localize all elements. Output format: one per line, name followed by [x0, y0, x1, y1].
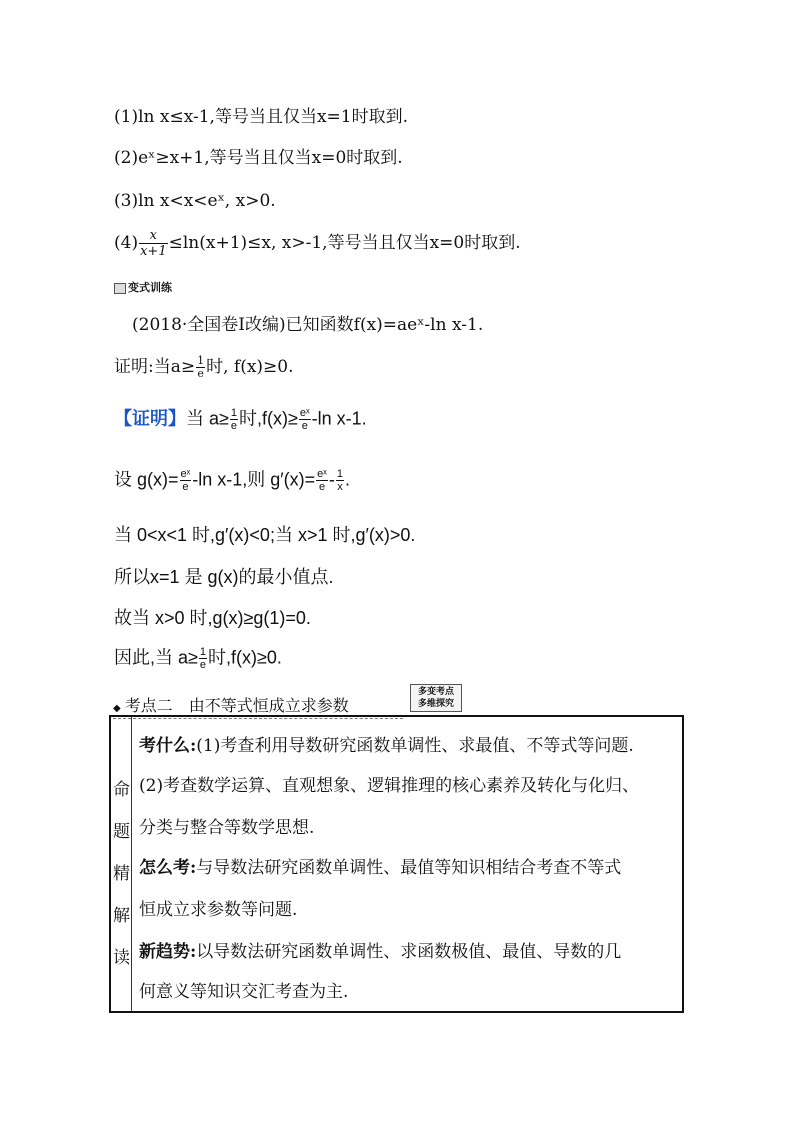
- training-tag: 变式训练: [114, 279, 172, 295]
- problem-statement: (2018·全国卷Ⅰ改编)已知函数f(x)=aeˣ-ln x-1.: [132, 315, 484, 335]
- proof-line-5: 故当 x>0 时,g(x)≥g(1)=0.: [114, 608, 311, 628]
- proof-line-6: 因此,当 a≥ $\frac{1}{e}$ 时,f(x)≥0.: [114, 646, 282, 671]
- panel-side-label: 命 题 精 解 读: [111, 717, 132, 1011]
- property-3: (3)ln x<x<eˣ, x>0.: [114, 191, 276, 211]
- proof-line-3: 当 0<x<1 时,g′(x)<0;当 x>1 时,g′(x)>0.: [114, 525, 416, 545]
- panel-what-line-1: 考什么:(1)考查利用导数研究函数单调性、求最值、不等式等问题.: [139, 736, 634, 756]
- panel-how-line-2: 恒成立求参数等问题.: [139, 900, 298, 920]
- panel-what-line-2: (2)考查数学运算、直观想象、逻辑推理的核心素养及转化与化归、: [139, 776, 640, 796]
- proof-line-2: 设 g(x)= $\frac{\text{eˣ}}{e}$ -ln x-1,则 g′(x)= $\frac{\text{eˣ}}{e}$ - $\frac{1}{x}$ .: [114, 468, 351, 493]
- property-4: (4) $\frac{x}{x+1}$ ≤ln(x+1)≤x, x>-1,等号当且仅当x=0时取到.: [114, 228, 521, 259]
- property-1: (1)ln x≤x-1,等号当且仅当x=1时取到.: [114, 107, 409, 127]
- panel-trend-line-1: 新趋势:以导数法研究函数单调性、求函数极值、最值、导数的几: [139, 942, 622, 962]
- panel-how-line-1: 怎么考:与导数法研究函数单调性、最值等知识相结合考查不等式: [139, 858, 622, 878]
- analysis-panel: [109, 715, 684, 1013]
- proof-line-4: 所以x=1 是 g(x)的最小值点.: [114, 567, 334, 587]
- problem-claim: 证明:当a≥ $\frac{1}{e}$ 时, f(x)≥0.: [114, 354, 294, 380]
- panel-what-line-3: 分类与整合等数学思想.: [139, 818, 315, 838]
- proof-line-1: 【证明】当 a≥ $\frac{1}{e}$ 时,f(x)≥ $\frac{\text{eˣ}}{e}$ -ln x-1.: [114, 407, 367, 432]
- section-stamp: 多变考点 多维探究: [410, 684, 462, 712]
- fraction-x-over-x-plus-1: $\frac{x}{x+1}$: [140, 228, 167, 259]
- panel-trend-line-2: 何意义等知识交汇考查为主.: [139, 982, 349, 1002]
- tag-icon: [114, 283, 126, 294]
- diamond-icon: ◆: [113, 703, 121, 714]
- property-2: (2)eˣ≥x+1,等号当且仅当x=0时取到.: [114, 148, 403, 168]
- proof-label: 【证明】: [114, 408, 186, 429]
- section-heading: ◆ 考点二 由不等式恒成立求参数: [113, 693, 403, 719]
